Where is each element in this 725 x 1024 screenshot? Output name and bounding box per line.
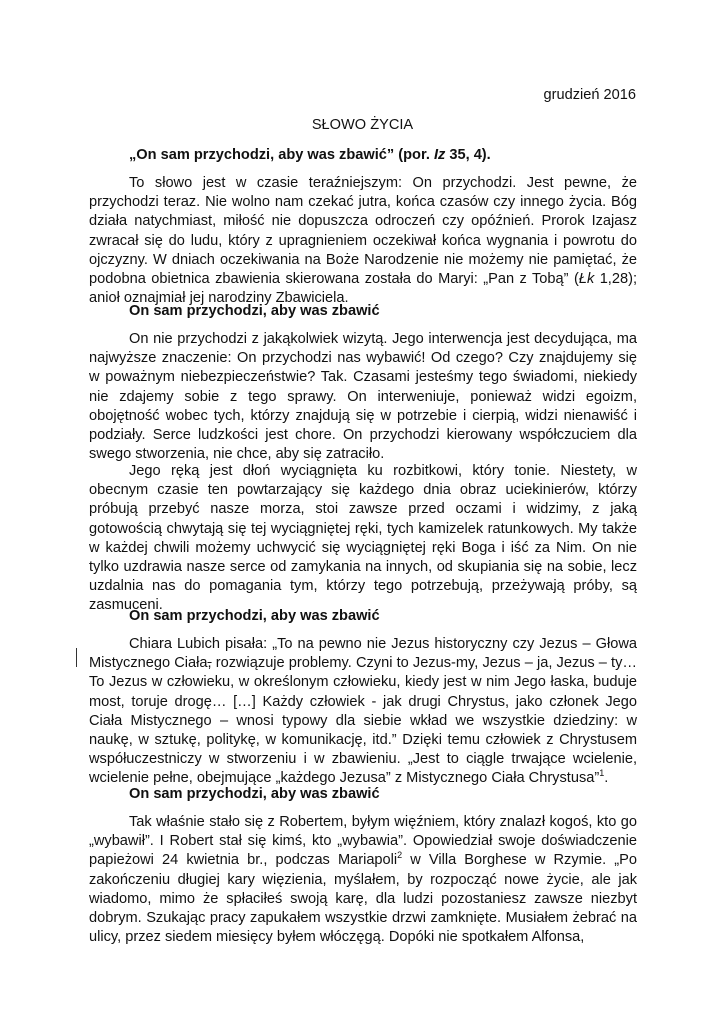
p3-text: Jego ręką jest dłoń wyciągnięta ku rozbitkowi, który tonie. Niestety, w obecnym czasie ten powtarzający się każdego dnia obraz uciekinierów, którzy próbują przebyć nasze morza, stoi zawsze przed oczami i widzimy, z jaką gotowością chwytają się tej wyciągniętej ręki, tych kamizelek ratunkowych. My także w każdej chwili możemy uchwycić się wyciągniętej ręki Boga i iść za Nim. On nie tylko uzdrawia nasze serce od zamykania na innych, od skupiania się na sobie, lecz uzdalnia nas do pomagania tym, którzy tego potrzebują, przeżywają próby, są zasmuceni. — [89, 463, 637, 614]
paragraph-3 — [89, 462, 637, 616]
p5-text-a: Tak właśnie stało się z Robertem, byłym więźniem, który znalazł kogoś, kto go „wybawił”. I Robert stał się kimś, kto „wybawia”. Opowiedział swoje doświadczenie papieżowi 24 kwietnia br., podczas Mariapoli — [89, 814, 637, 869]
section-heading-2: On sam przychodzi, aby was zbawić — [129, 608, 380, 624]
p2-text: On nie przychodzi z jakąkolwiek wizytą. Jego interwencja jest decydująca, ma najwyższe znaczenie: On przychodzi nas wybawić! Od czego? Czy znajdujemy się w poważnym niebezpieczeństwie? Tak. Czasami jesteśmy tego świadomi, niekiedy nie zdajemy sobie z tego sprawy. On interweniuje, ponieważ widzi egoizm, obojętność wobec tych, którzy znajdują się w potrzebie i cierpią, widzi nienawiść i podziały. Serce ludzkości jest chore. On przychodzi kierowany współczuciem dla swego stworzenia, nie chce, aby się zatraciło. — [89, 331, 637, 463]
motto-line — [129, 146, 491, 165]
p1-ref: Łk — [578, 271, 595, 288]
paragraph-2 — [89, 330, 637, 464]
revision-margin-bar — [76, 648, 77, 667]
p4-text-a: Chiara Lubich pisała: „To na pewno nie Jezus historyczny czy Jezus – Głowa Mistycznego Ciała — [89, 636, 637, 672]
motto-prefix: „On sam przychodzi, aby was zbawić” (por. — [129, 147, 434, 163]
section-heading-1: On sam przychodzi, aby was zbawić — [129, 303, 380, 319]
p1-text-b: 1,28); anioł oznajmiał jej narodziny Zbawiciela. — [89, 271, 638, 307]
document-title: SŁOWO ŻYCIA — [311, 117, 414, 133]
paragraph-1 — [89, 174, 637, 308]
p4-strikeout: , — [207, 655, 212, 672]
p1-text-a: To słowo jest w czasie teraźniejszym: On przychodzi. Jest pewne, że przychodzi teraz. Nie wolno nam czekać jutra, końca czasów czy innego życia. Bóg działa natychmiast, miłość nie dopuszcza odroczeń czy opóźnień. Prorok Izajasz zwracał się do ludu, który z upragnieniem oczekiwał końca wygnania i powrotu do ojczyzny. W dniach oczekiwania na Boże Narodzenie nie możemy nie pamiętać, że podobna obietnica zbawienia skierowana została do Maryi: „Pan z Tobą” ( — [89, 175, 637, 288]
motto-suffix: 35, 4). — [445, 147, 491, 163]
motto-book: Iz — [433, 147, 446, 163]
paragraph-4 — [89, 635, 637, 789]
footnote-ref-1: 1 — [599, 768, 605, 779]
footnote-ref-2: 2 — [397, 850, 403, 861]
document-date: grudzień 2016 — [543, 87, 636, 103]
p4-text-b: rozwiązuje problemy. Czyni to Jezus-my, Jezus – ja, Jezus – ty… To Jezus w człowieku, w określonym człowieku, kiedy jest w nim Jego łaska, buduje most, toruje drogę… […] Każdy człowiek - jak drugi Chrystus, jako członek Jego Ciała Mistycznego – wnosi typowy dla siebie wkład we wszystkie dziedziny: w naukę, w sztukę, politykę, w komunikację, itd.” Dzięki temu człowiek z Chrystusem współuczestniczy w stworzeniu i w zbawieniu. „Jest to ciągle trwające wcielenie, wcielenie pełne, obejmujące „każdego Jezusa” z Mistycznego Ciała Chrystusa” — [89, 655, 637, 787]
section-heading-3: On sam przychodzi, aby was zbawić — [129, 786, 380, 802]
paragraph-5 — [89, 813, 637, 947]
p4-text-c: . — [604, 770, 609, 787]
p5-text-b: w Villa Borghese w Rzymie. „Po zakończeniu długiej kary więzienia, myślałem, by rozpocząć nowe życie, ale jak wiadomo, mimo że spłaciłeś swoją karę, dla ludzi pozostaniesz zawsze niezbyt dobrym. Szukając pracy zapukałem wszystkie drzwi zamknięte. Musiałem żebrać na ulicy, przez siedem miesięcy byłem włóczęgą. Dopóki nie spotkałem Alfonsa, — [89, 852, 637, 946]
